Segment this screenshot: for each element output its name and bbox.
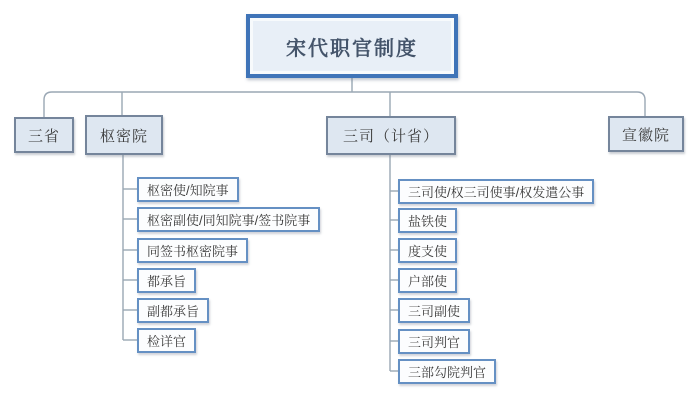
office-node-sansi-child[interactable] [398, 208, 457, 233]
office-node-shumiyuan-child[interactable] [137, 298, 209, 323]
office-node-label: 户部使 [408, 274, 448, 289]
office-node-label: 三部勾院判官 [408, 365, 487, 380]
dept-node-shumiyuan[interactable] [85, 115, 163, 155]
office-node-label: 枢密副使/同知院事/签书院事 [147, 213, 311, 228]
office-node-label: 副都承旨 [147, 304, 200, 319]
root-node-song-official-system[interactable] [246, 14, 458, 78]
office-node-label: 都承旨 [147, 274, 187, 289]
office-node-sansi-child[interactable] [398, 298, 470, 323]
dept-node-label: 三省 [27, 127, 60, 145]
root-node-label: 宋代职官制度 [286, 37, 418, 60]
office-node-shumiyuan-child[interactable] [137, 238, 248, 263]
office-node-label: 检详官 [147, 334, 187, 349]
office-node-sansi-child[interactable] [398, 238, 457, 263]
office-node-sansi-child[interactable] [398, 359, 496, 384]
office-node-shumiyuan-child[interactable] [137, 207, 320, 232]
office-node-label: 度支使 [408, 244, 448, 259]
office-node-sansi-child[interactable] [398, 329, 470, 354]
office-node-label: 盐铁使 [408, 214, 448, 229]
office-node-label: 三司副使 [408, 304, 461, 319]
dept-node-label: 三司（计省） [342, 128, 439, 145]
office-node-label: 三司使/权三司使事/权发遣公事 [408, 185, 585, 200]
dept-node-xuanhuiyuan[interactable] [608, 116, 684, 152]
office-node-shumiyuan-child[interactable] [137, 328, 196, 353]
office-node-sansi-child[interactable] [398, 179, 594, 204]
dept-node-label: 枢密院 [99, 127, 148, 145]
office-node-shumiyuan-child[interactable] [137, 268, 196, 293]
office-node-sansi-child[interactable] [398, 268, 457, 293]
dept-node-label: 宣徽院 [621, 126, 670, 144]
dept-node-sansi-jisheng[interactable] [326, 116, 456, 155]
office-node-shumiyuan-child[interactable] [137, 177, 239, 202]
office-node-label: 同签书枢密院事 [147, 244, 239, 259]
office-node-label: 枢密使/知院事 [147, 183, 229, 198]
office-node-label: 三司判官 [408, 335, 461, 350]
dept-node-sansheng[interactable] [14, 117, 74, 153]
